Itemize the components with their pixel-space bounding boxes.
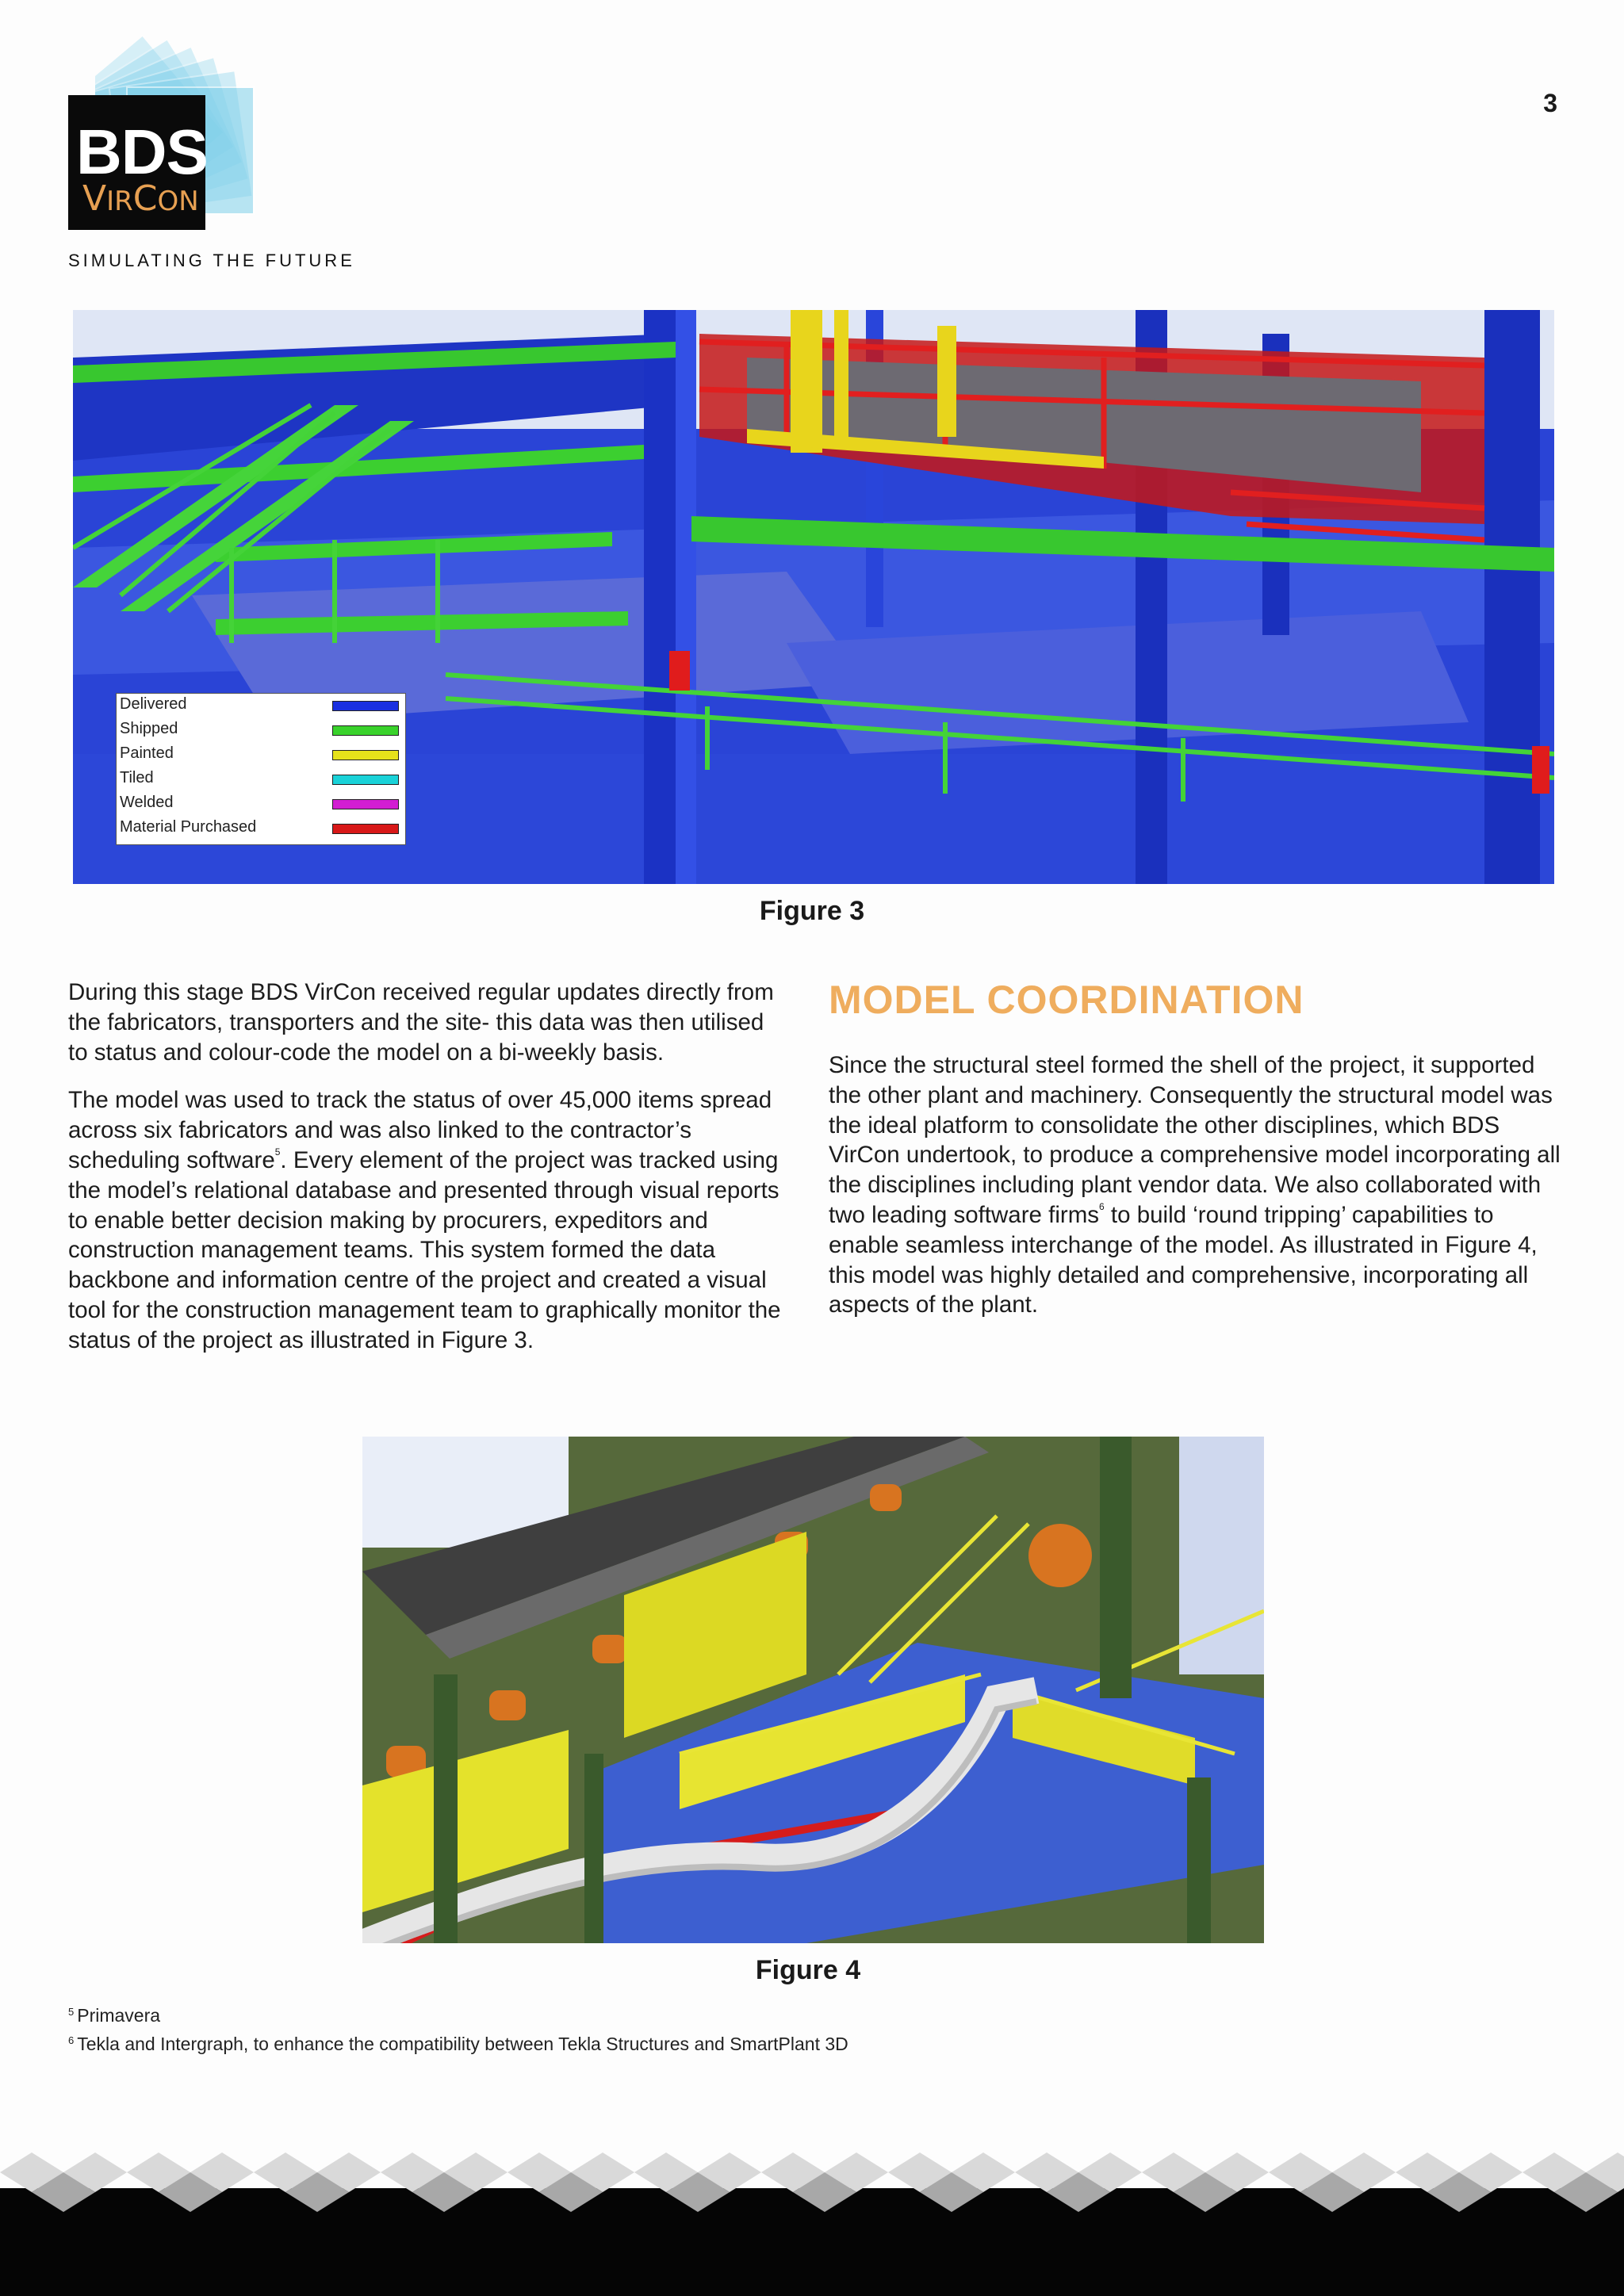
figure-4-caption: Figure 4 [755,1955,861,1985]
legend-item-material-purchased [120,817,397,840]
footnote-ref-5[interactable]: 5 [274,1146,281,1158]
legend-label: Delivered [120,695,187,713]
footer-band [0,2141,1624,2296]
legend-swatch [332,799,399,809]
left-column [68,978,790,1374]
logo-text-vircon: VIRCON [82,178,199,219]
legend-label: Shipped [120,720,178,737]
section-heading-model-coordination: MODEL COORDINATION [829,978,1304,1022]
paragraph-status-updates: During this stage BDS VirCon received regular updates directly from the fabricators, transporters and the site- this data was then utilised to status and colour-code the model on a bi-weekly basis. [68,979,774,1066]
paragraph-tracking: The model was used to track the status of over 45,000 items spread across six fabricators and was also linked to the contractor’s scheduling software$^5$. Every element of the project was tracked using the model’s relational database and presented through visual reports to enable better decision making by procurers, expeditors and construction management teams. This system formed the data backbone and information centre of the project and created a visual tool for the construction management team to graphically monitor the status of the project as illustrated in Figure 3. [68,1087,781,1353]
footnote-6: $^6$ Tekla and Intergraph, to enhance the compatibility between Tekla Structures and SmartPlant 3D [68,2034,848,2054]
legend-swatch [332,750,399,760]
figure-3-caption: Figure 3 [759,896,865,926]
page-number: 3 [1543,89,1557,117]
legend-item-delivered [120,694,397,718]
figure-3-legend [116,693,406,845]
legend-label: Tiled [120,769,154,786]
footnotes [68,1999,848,2057]
legend-swatch [332,701,399,711]
legend-item-tiled [120,767,397,791]
logo-tagline: SIMULATING THE FUTURE [68,251,355,270]
legend-swatch [332,725,399,736]
legend-item-welded [120,792,397,816]
footnote-5: $^5$ Primavera [68,2005,161,2026]
plant-model-illustration [362,1437,1264,1943]
right-column [829,1050,1562,1338]
legend-item-shipped [120,718,397,742]
legend-swatch [332,775,399,785]
legend-label: Painted [120,744,174,762]
footnote-ref-6[interactable]: 6 [1099,1200,1105,1212]
figure-4-image [362,1437,1264,1943]
legend-swatch [332,824,399,834]
legend-label: Welded [120,794,174,811]
logo-text-bds: BDS [76,117,208,187]
legend-label: Material Purchased [120,818,257,836]
paragraph-model-coordination: Since the structural steel formed the shell of the project, it supported the other plant and machinery. Consequently the structural model was the ideal platform to consolidate the other disciplines, which BDS VirCon undertook, to produce a comprehensive model incorporating all the disciplines including plant vendor data. We also collaborated with two leading software firms$^6$ to build ‘round tripping’ capabilities to enable seamless interchange of the model. As illustrated in Figure 4, this model was highly detailed and comprehensive, incorporating all aspects of the plant. [829,1052,1561,1318]
legend-item-painted [120,743,397,767]
